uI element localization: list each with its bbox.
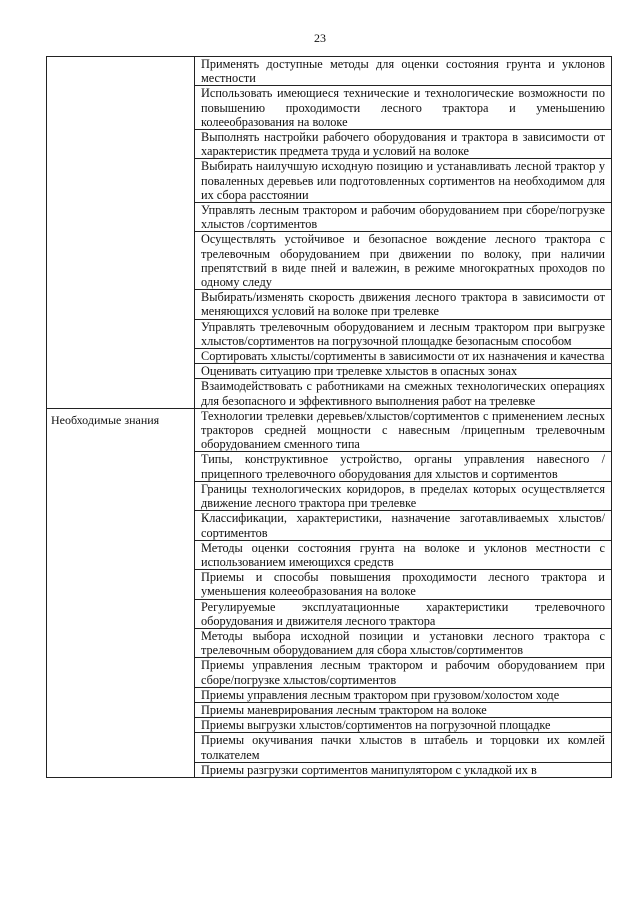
requirement-item: Типы, конструктивное устройство, органы управления навесного /прицепного трелевочного оборудования для хлыстов и сортиментов [195,452,611,481]
requirement-item: Использовать имеющиеся технические и технологические возможности по повышению проходимости лесного трактора и уменьшению колееобразования на волоке [195,86,611,130]
requirement-item: Технологии трелевки деревьев/хлыстов/сортиментов с применением лесных тракторов средней мощности с навесным /прицепным трелевочным оборудованием сменного типа [195,409,611,453]
requirement-item: Сортировать хлысты/сортименты в зависимости от их назначения и качества [195,349,611,364]
requirement-item: Управлять трелевочным оборудованием и лесным трактором при выгрузке хлыстов/сортиментов на погрузочной площадке безопасным способом [195,320,611,349]
section-label [47,57,194,62]
section-items-cell [195,57,612,409]
requirement-item: Оценивать ситуацию при трелевке хлыстов в опасных зонах [195,364,611,379]
requirement-item: Границы технологических коридоров, в пределах которых осуществляется движение лесного трактора при трелевке [195,482,611,511]
requirements-table [46,56,612,778]
requirement-item: Методы выбора исходной позиции и установки лесного трактора с трелевочным оборудованием для сбора хлыстов/сортиментов [195,629,611,658]
requirement-item: Приемы выгрузки хлыстов/сортиментов на погрузочной площадке [195,718,611,733]
section-row [47,408,612,777]
requirement-item: Приемы и способы повышения проходимости лесного трактора и уменьшения колееобразования на волоке [195,570,611,599]
section-row [47,57,612,409]
requirement-item: Приемы управления лесным трактором и рабочим оборудованием при сборе/погрузке хлыстов/сортиментов [195,658,611,687]
section-label-cell [47,57,195,409]
page-number: 23 [314,31,326,45]
requirement-item: Осуществлять устойчивое и безопасное вождение лесного трактора с трелевочным оборудованием при движении по волоку, при наличии препятствий в виде пней и валежин, в режиме многократных проходов по одному следу [195,232,611,290]
requirement-item: Классификации, характеристики, назначение заготавливаемых хлыстов/сортиментов [195,511,611,540]
requirement-item: Приемы окучивания пачки хлыстов в штабель и торцовки их комлей толкателем [195,733,611,762]
requirement-item: Выбирать наилучшую исходную позицию и устанавливать лесной трактор у поваленных деревьев или подготовленных сортиментов на необходимом для их сбора расстоянии [195,159,611,203]
requirement-item: Приемы разгрузки сортиментов манипулятором с укладкой их в [201,762,537,777]
requirement-item: Выполнять настройки рабочего оборудования и трактора в зависимости от характеристик предмета труда и условий на волоке [195,130,611,159]
requirement-item: Выбирать/изменять скорость движения лесного трактора в зависимости от меняющихся условий на волоке при трелевке [195,290,611,319]
requirement-item: Применять доступные методы для оценки состояния грунта и уклонов местности [195,57,611,86]
requirement-item: Приемы маневрирования лесным трактором на волоке [195,703,611,718]
table-body [47,57,612,778]
section-label: Необходимые знания [51,412,160,427]
requirement-item: Управлять лесным трактором и рабочим оборудованием при сборе/погрузке хлыстов /сортиментов [195,203,611,232]
section-label-cell [47,408,195,777]
section-items-cell [195,408,612,777]
requirement-item: Регулируемые эксплуатационные характеристики трелевочного оборудования и движителя лесного трактора [195,600,611,629]
requirement-item: Методы оценки состояния грунта на волоке и уклонов местности с использованием имеющихся средств [195,541,611,570]
requirement-item: Взаимодействовать с работниками на смежных технологических операциях для безопасного и эффективного выполнения работ на трелевке [201,379,605,408]
requirement-item: Приемы управления лесным трактором при грузовом/холостом ходе [195,688,611,703]
